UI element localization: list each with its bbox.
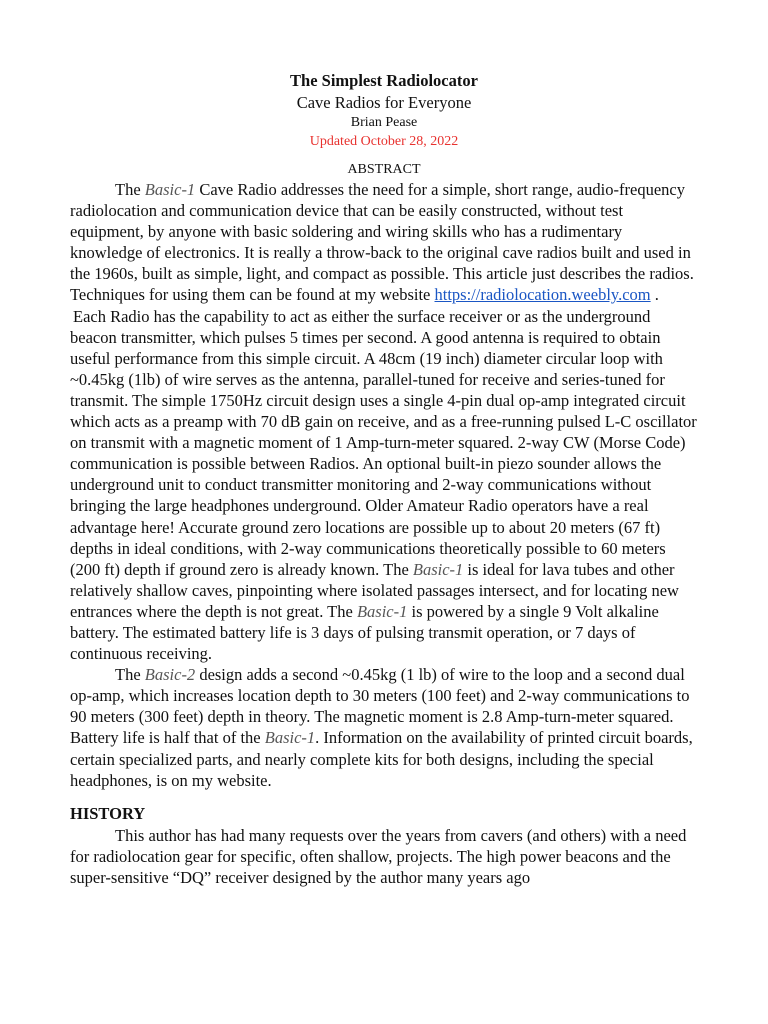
text-run: is powered by a single 9 Volt alkaline battery. The estimated battery life is 3 days of pulsing transmit operation, or 7 days of continuous receiving. bbox=[70, 601, 659, 664]
basic-1-term: Basic-1 bbox=[144, 180, 196, 199]
abstract-section bbox=[70, 179, 698, 791]
basic-1-term: Basic-1 bbox=[356, 601, 408, 621]
text-run: The bbox=[115, 665, 145, 685]
text-run: design adds a second ~0.45kg (1 lb) of wire to the loop and a second dual op-amp, which increases location depth to 30 meters (100 feet) and 2-way communications to 90 meters (300 feet) depth in theory. The magnetic moment is 2.8 Amp-turn-meter squared. Battery life is half that of the bbox=[70, 665, 690, 748]
website-link[interactable]: https://radiolocation.weebly.com bbox=[434, 285, 651, 305]
basic-1-term: Basic-1 bbox=[412, 559, 464, 579]
abstract-paragraph-2 bbox=[70, 306, 698, 665]
document-page bbox=[0, 70, 768, 1024]
document-header bbox=[70, 70, 698, 152]
text-run: is ideal for lava tubes and other relatively shallow caves, pinpointing where isolated passages intersect, and for locating new entrances where the depth is not great. The bbox=[70, 559, 679, 621]
abstract-paragraph-1 bbox=[70, 179, 698, 306]
document-subtitle: Cave Radios for Everyone bbox=[296, 93, 472, 112]
text-run: . Information on the availability of printed circuit boards, certain specialized parts, and nearly complete kits for both designs, including the special headphones, is on my website. bbox=[70, 728, 693, 790]
basic-1-term: Basic-1 bbox=[264, 728, 316, 748]
basic-2-term: Basic-2 bbox=[144, 665, 196, 685]
history-paragraph-1: This author has had many requests over the years from cavers (and others) with a need for radiolocation gear for specific, often shallow, projects. The high power beacons and the super-sensitive “DQ” receiver designed by the author many years ago bbox=[70, 825, 687, 887]
text-run: . bbox=[650, 285, 659, 305]
document-title: The Simplest Radiolocator bbox=[290, 71, 478, 90]
updated-date: Updated October 28, 2022 bbox=[309, 134, 459, 149]
text-run: Cave Radio addresses the need for a simple, short range, audio-frequency radiolocation and communication device that can be easily constructed, without test equipment, by anyone with basic soldering and wiring skills who has a rudimentary knowledge of electronics. It is really a throw-back to the original cave radios built and used in the 1960s, built as simple, light, and compact as possible. This article just describes the radios. Techniques for using them can be found at my website bbox=[70, 180, 694, 305]
text-run: The bbox=[115, 180, 145, 199]
document-author: Brian Pease bbox=[350, 115, 418, 130]
history-heading: HISTORY bbox=[70, 803, 146, 823]
history-section bbox=[70, 825, 698, 888]
abstract-heading: ABSTRACT bbox=[347, 162, 421, 177]
text-run: Each Radio has the capability to act as either the surface receiver or as the underground beacon transmitter, which pulses 5 times per second. A good antenna is required to obtain useful performance from this simple circuit. A 48cm (19 inch) diameter circular loop with ~0.45kg (1lb) of wire serves as the antenna, parallel-tuned for receive and series-tuned for transmit. The simple 1750Hz circuit design uses a single 4-pin dual op-amp integrated circuit which acts as a preamp with 70 dB gain on receive, and as a free-running pulsed L-C oscillator on transmit with a magnetic moment of 1 Amp-turn-meter squared. 2-way CW (Morse Code) communication is possible between Radios. An optional built-in piezo sounder allows the underground unit to conduct transmitter monitoring and 2-way communications without bringing the large headphones underground. Older Amateur Radio operators have a real advantage here! Accurate ground zero locations are possible up to about 20 meters (67 ft) depths in ideal conditions, with 2-way communications theoretically possible to 60 meters (200 ft) depth if ground zero is already known. The bbox=[70, 306, 697, 579]
abstract-paragraph-3 bbox=[70, 664, 698, 791]
